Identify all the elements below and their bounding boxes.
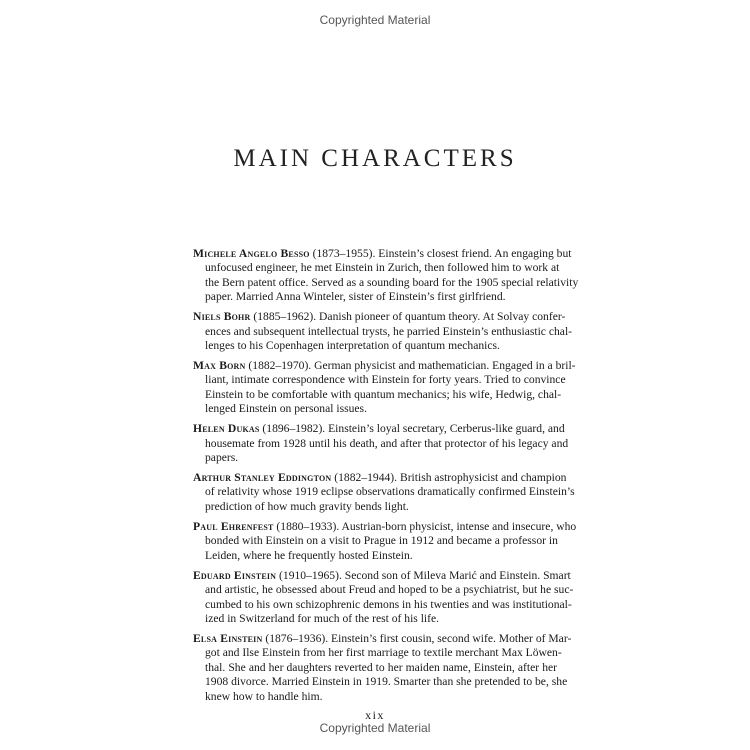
entry-line: the Bern patent office. Served as a sounding board for the 1905 special relativity [205, 275, 579, 289]
entry-text: (1910–1965). Second son of Mileva Marić and Einstein. Smart [276, 568, 571, 582]
character-name: Eduard Einstein [193, 568, 277, 582]
entry-line [193, 310, 566, 324]
entry-line: knew how to handle him. [205, 689, 323, 703]
entry-line: bonded with Einstein on a visit to Prague in 1912 and became a professor in [205, 534, 558, 548]
entry-line [193, 631, 572, 646]
entry-line: and artistic, he obsessed about Freud and hoped to be a psychiatrist, but he suc- [205, 583, 574, 597]
entry-line: cumbed to his own schizophrenic demons in his twenties and was institutional- [205, 597, 572, 611]
entry-text: (1882–1970). German physicist and mathematician. Engaged in a bril- [245, 359, 576, 373]
entry-line [193, 359, 576, 373]
entry-line [193, 247, 572, 261]
entry-line: prediction of how much gravity bends light. [205, 499, 409, 513]
entry-line: lenges to his Copenhagen interpretation of quantum mechanics. [205, 339, 500, 353]
page-title: MAIN CHARACTERS [233, 144, 517, 172]
page-number: xix [365, 708, 385, 722]
entry-line: of relativity whose 1919 eclipse observations dramatically confirmed Einstein’s [205, 485, 575, 499]
entry-line: unfocused engineer, he met Einstein in Zurich, then followed him to work at [205, 261, 560, 275]
character-name: Elsa Einstein [193, 631, 263, 645]
entry-line: lenged Einstein on personal issues. [205, 402, 367, 416]
copyright-watermark-top: Copyrighted Material [319, 13, 431, 27]
character-entry [193, 631, 572, 704]
entry-line [193, 568, 571, 583]
character-entry [193, 471, 575, 514]
entry-line: ized in Switzerland for much of the rest of his life. [205, 611, 440, 625]
entry-text: (1885–1962). Danish pioneer of quantum theory. At Solvay confer- [250, 310, 566, 324]
entry-line: papers. [205, 451, 239, 465]
entry-line [193, 422, 565, 436]
entry-line: 1908 divorce. Married Einstein in 1919. Smarter than she pretended to be, she [205, 675, 568, 689]
entry-line: got and Ilse Einstein from her first marriage to textile merchant Max Löwen- [205, 646, 562, 660]
entry-line: housemate from 1928 until his death, and after that protector of his legacy and [205, 436, 569, 450]
entry-text: (1873–1955). Einstein’s closest friend. An engaging but [309, 247, 572, 260]
entry-line: liant, intimate correspondence with Einstein for forty years. Tried to convince [205, 373, 566, 387]
character-name: Niels Bohr [193, 310, 251, 324]
character-name: Paul Ehrenfest [193, 519, 274, 533]
character-name: Helen Dukas [193, 422, 260, 436]
entry-line: ences and subsequent intellectual trysts, he parried Einstein’s enthusiastic chal- [205, 324, 573, 338]
entry-line: Leiden, where he frequently hosted Einstein. [205, 548, 413, 562]
entry-line [193, 471, 567, 485]
character-entry [193, 247, 579, 305]
character-name: Michele Angelo Besso [193, 247, 310, 260]
entry-text: (1896–1982). Einstein’s loyal secretary, Cerberus-like guard, and [259, 422, 565, 436]
entry-text: (1882–1944). British astrophysicist and champion [331, 471, 567, 485]
entry-text: (1876–1936). Einstein’s first cousin, second wife. Mother of Mar- [262, 631, 572, 645]
character-entry [193, 359, 576, 417]
character-entry [193, 519, 577, 563]
copyright-watermark-bottom: Copyrighted Material [319, 721, 431, 735]
character-name: Max Born [193, 359, 246, 373]
character-list [193, 247, 579, 710]
character-entry [193, 310, 573, 353]
character-name: Arthur Stanley Eddington [193, 471, 332, 485]
character-entry [193, 568, 574, 627]
character-entry [193, 422, 569, 465]
entry-line: thal. She and her daughters reverted to her maiden name, Einstein, after her [205, 660, 557, 674]
entry-line: paper. Married Anna Winteler, sister of Einstein’s first girlfriend. [205, 290, 506, 304]
entry-line [193, 519, 577, 534]
entry-text: (1880–1933). Austrian-born physicist, intense and insecure, who [273, 519, 577, 533]
entry-line: Einstein to be comfortable with quantum mechanics; his wife, Hedwig, chal- [205, 387, 562, 401]
